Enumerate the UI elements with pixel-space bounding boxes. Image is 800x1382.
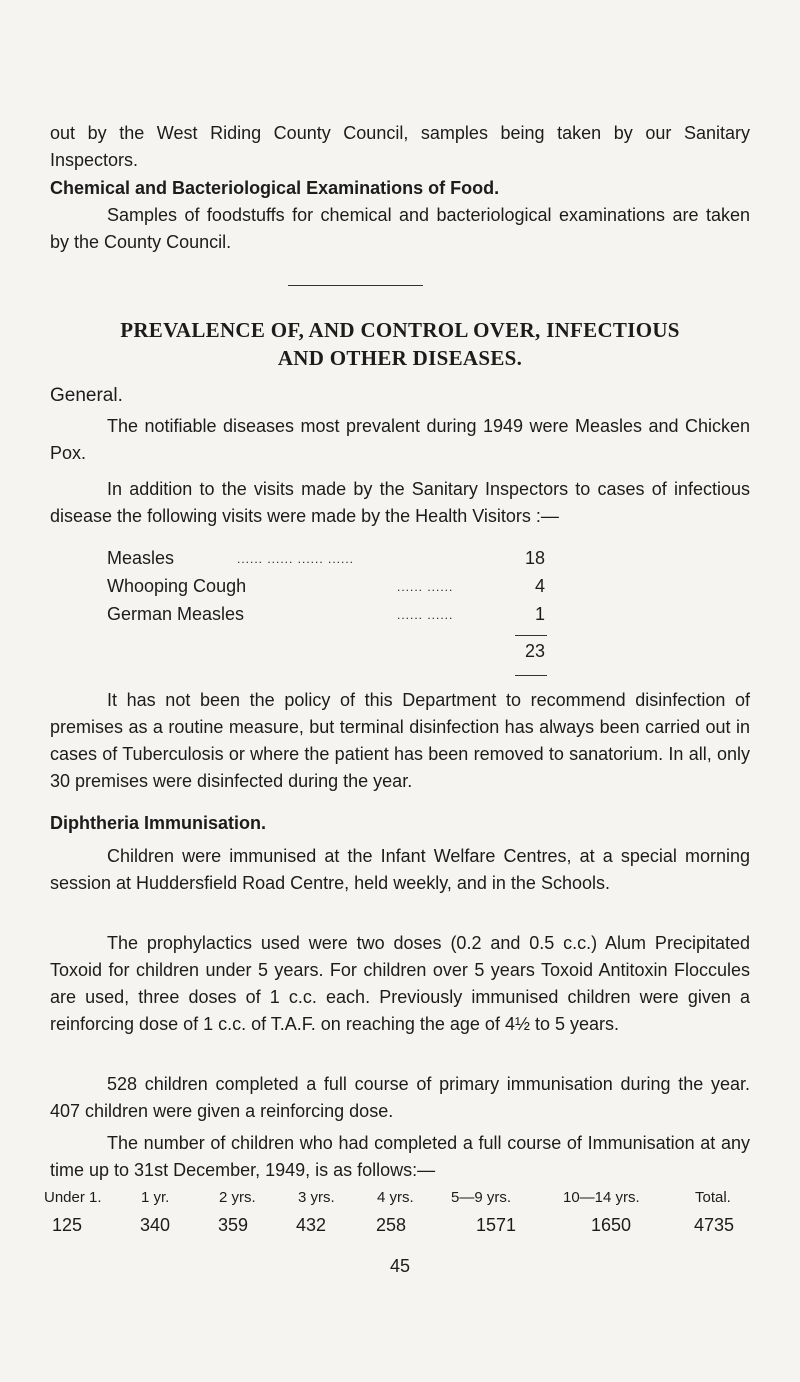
- prevalence-title-line2: AND OTHER DISEASES.: [277, 346, 523, 370]
- table-header-cell: Total.: [695, 1189, 731, 1206]
- leader-dots: ...... ...... ...... ......: [237, 552, 355, 566]
- leader-dots: ...... ......: [397, 608, 454, 622]
- visit-total: 23: [524, 641, 545, 661]
- visit-row-german-measles: [107, 604, 545, 631]
- section-divider: [288, 285, 423, 286]
- chemical-heading: Chemical and Bacteriological Examinations of Food.: [50, 178, 500, 198]
- visit-value: 4: [534, 576, 545, 596]
- table-value-cell: 359: [218, 1215, 249, 1235]
- visit-total-row: [107, 641, 545, 668]
- prevalence-title-line1: PREVALENCE OF, AND CONTROL OVER, INFECTIOUS: [120, 318, 680, 342]
- visit-label: Whooping Cough: [107, 576, 247, 596]
- diphtheria-paragraph-2: The prophylactics used were two doses (0.2 and 0.5 c.c.) Alum Precipitated Toxoid for children under 5 years. For children over 5 years Toxoid Antitoxin Floccules are used, three doses of 1 c.c. each. Previously immunised children were given a reinforcing dose of 1 c.c. of T.A.F. on reaching the age of 4½ to 5 years.: [50, 933, 750, 1034]
- table-header-cell: 3 yrs.: [298, 1189, 335, 1206]
- table-value-cell: 258: [376, 1215, 407, 1235]
- prevalence-paragraph-3: It has not been the policy of this Department to recommend disinfection of premises as a routine measure, but terminal disinfection has always been carried out in cases of Tuberculosis or where the patient has been removed to sanatorium. In all, only 30 premises were disinfected during the year.: [50, 690, 750, 791]
- total-rule-top: [515, 635, 547, 636]
- prevalence-paragraph-2: In addition to the visits made by the Sanitary Inspectors to cases of infectious disease the following visits were made by the Health Visitors :—: [50, 479, 750, 526]
- table-header-cell: 5—9 yrs.: [451, 1189, 512, 1206]
- table-value-cell: 1650: [591, 1215, 632, 1235]
- diphtheria-paragraph-1: Children were immunised at the Infant Welfare Centres, at a special morning session at Huddersfield Road Centre, held weekly, and in the Schools.: [50, 846, 750, 893]
- chemical-paragraph: Samples of foodstuffs for chemical and bacteriological examinations are taken by the County Council.: [50, 205, 750, 252]
- table-header-cell: 1 yr.: [141, 1189, 170, 1206]
- leader-dots: ...... ......: [397, 580, 454, 594]
- visit-value: 1: [534, 604, 545, 624]
- visit-label: German Measles: [107, 604, 245, 624]
- table-value-cell: 1571: [476, 1215, 517, 1235]
- table-header-cell: Under 1.: [44, 1189, 102, 1206]
- diphtheria-paragraph-3: 528 children completed a full course of primary immunisation during the year. 407 children were given a reinforcing dose.: [50, 1074, 750, 1121]
- table-value-cell: 125: [52, 1215, 83, 1235]
- table-header-cell: 2 yrs.: [219, 1189, 256, 1206]
- diphtheria-paragraph-4: The number of children who had completed a full course of Immunisation at any time up to 31st December, 1949, is as follows:—: [50, 1133, 750, 1180]
- table-value-cell: 340: [140, 1215, 171, 1235]
- visit-row-measles: [107, 548, 545, 575]
- prevalence-paragraph-1: The notifiable diseases most prevalent during 1949 were Measles and Chicken Pox.: [50, 416, 750, 463]
- immunisation-table: [40, 1189, 740, 1249]
- table-header-cell: 4 yrs.: [377, 1189, 414, 1206]
- visit-row-whooping-cough: [107, 576, 545, 603]
- general-subheading: General.: [50, 385, 123, 406]
- table-value-cell: 432: [296, 1215, 327, 1235]
- table-value-cell: 4735: [694, 1215, 735, 1235]
- table-header-cell: 10—14 yrs.: [563, 1189, 640, 1206]
- visit-label: Measles: [107, 548, 175, 568]
- intro-paragraph: out by the West Riding County Council, samples being taken by our Sanitary Inspectors.: [50, 123, 750, 170]
- visit-value: 18: [524, 548, 545, 568]
- page-number: 45: [389, 1256, 411, 1276]
- total-rule-bottom: [515, 675, 547, 676]
- diphtheria-heading: Diphtheria Immunisation.: [50, 813, 267, 833]
